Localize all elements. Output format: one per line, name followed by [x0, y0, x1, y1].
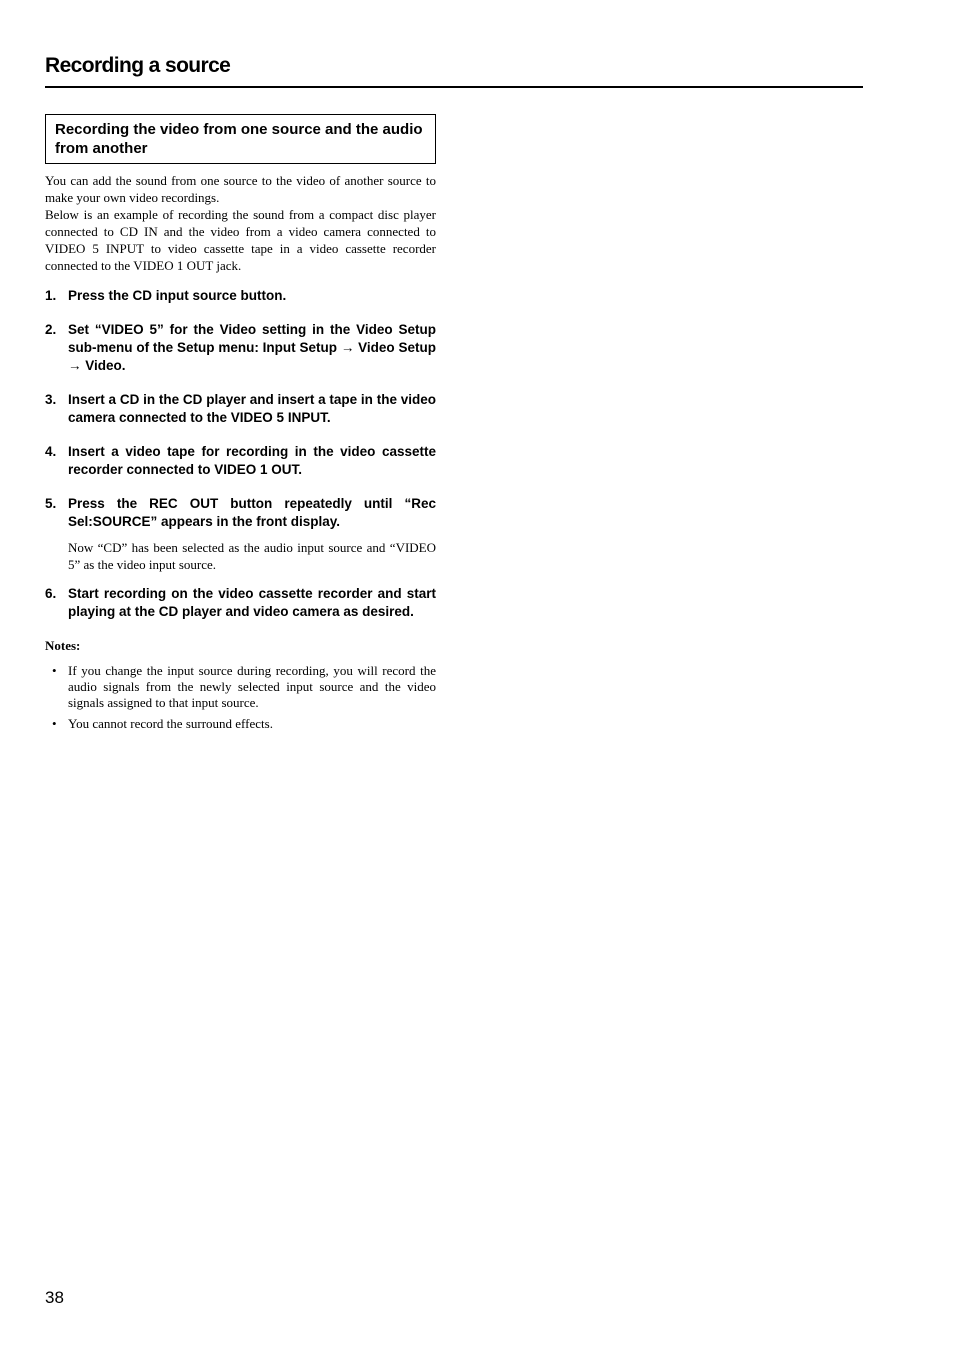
step-text: Press the REC OUT button repeatedly until “Rec Sel:SOURCE” appears in the front display.: [68, 496, 436, 529]
step-item: [45, 585, 436, 621]
note-text: If you change the input source during recording, you will record the audio signals from the newly selected input source and the video signals assigned to that input source.: [68, 663, 436, 710]
intro-text-2: Below is an example of recording the sound from a compact disc player connected to CD IN and the video from a video camera connected to VIDEO 5 INPUT to video cassette tape in a video cassette recorder connected to the VIDEO 1 OUT jack.: [45, 207, 436, 273]
notes-list: [45, 663, 436, 732]
step-text: Insert a CD in the CD player and insert a tape in the video camera connected to the VIDEO 5 INPUT.: [68, 392, 436, 425]
step-item: [45, 287, 436, 305]
step-number: 6.: [45, 586, 57, 601]
intro-text-1: You can add the sound from one source to the video of another source to make your own video recordings.: [45, 173, 436, 205]
step-text: Press the CD input source button.: [68, 288, 287, 303]
step-item: [45, 443, 436, 479]
page-number: 38: [45, 1288, 64, 1307]
step-number: 5.: [45, 496, 57, 511]
intro-paragraph: [45, 172, 436, 274]
main-column: [45, 114, 436, 737]
steps-list: [45, 287, 436, 621]
step-number: 3.: [45, 392, 57, 407]
note-item: [45, 716, 436, 732]
step-number: 4.: [45, 444, 57, 459]
bullet-icon: •: [52, 663, 57, 678]
title-divider: [45, 86, 863, 88]
step-item: [45, 321, 436, 375]
step-number: 1.: [45, 288, 57, 303]
step-note: Now “CD” has been selected as the audio input source and “VIDEO 5” as the video input source.: [68, 540, 436, 572]
step-number: 2.: [45, 322, 57, 337]
notes-heading: Notes:: [45, 638, 81, 653]
step-text: Start recording on the video cassette recorder and start playing at the CD player and video camera as desired.: [68, 586, 436, 619]
bullet-icon: •: [52, 716, 57, 731]
step-item: [45, 391, 436, 427]
step-text: Insert a video tape for recording in the video cassette recorder connected to VIDEO 1 OUT.: [68, 444, 436, 477]
page-title: Recording a source: [45, 54, 231, 77]
section-heading: Recording the video from one source and the audio from another: [55, 121, 423, 157]
step-item: [45, 495, 436, 573]
note-text: You cannot record the surround effects.: [68, 716, 273, 731]
section-heading-box: [45, 114, 436, 164]
step-text: Set “VIDEO 5” for the Video setting in the Video Setup sub-menu of the Setup menu: Input Setup → Video Setup → Video.: [68, 322, 436, 373]
note-item: [45, 663, 436, 711]
